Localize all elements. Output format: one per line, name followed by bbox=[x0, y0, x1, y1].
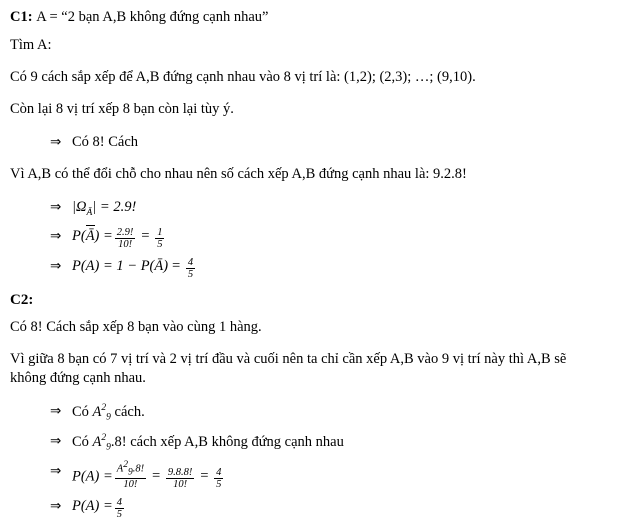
step-group-1 bbox=[10, 132, 618, 154]
fraction-1-numerator: 2.9! bbox=[116, 227, 134, 239]
c2-result-2-lhs: P(A) = bbox=[72, 498, 113, 515]
fraction-3-numerator: 4 bbox=[187, 257, 194, 269]
omega-close: | = bbox=[92, 199, 110, 216]
p-a-arg: P(Ā) bbox=[140, 258, 169, 275]
arrow-icon: ⇒ bbox=[50, 228, 62, 244]
omega-open: |Ω bbox=[72, 199, 87, 216]
c2-line-2b: không đứng cạnh nhau. bbox=[10, 370, 146, 387]
c2-fraction-3-denominator: 5 bbox=[216, 479, 222, 491]
swap-explanation-line: Vì A,B có thể đổi chỗ cho nhau nên số cách xếp A,B đứng cạnh nhau là: 9.2.8! bbox=[10, 166, 467, 183]
arrangement-subscript: 9 bbox=[127, 467, 133, 478]
arrangement-symbol: A bbox=[116, 463, 124, 475]
result-p-not-a-text bbox=[72, 226, 166, 250]
c2-step-2 bbox=[10, 431, 618, 455]
result-p-a-text bbox=[72, 256, 197, 280]
c2-fraction-2-denominator: 10! bbox=[166, 478, 195, 490]
heading-c1-label: C1: bbox=[10, 9, 33, 25]
body-line-1: Có 9 cách sắp xếp để A,B đứng cạnh nhau vào 8 vị trí là: (1,2); (2,3); …; (9,10). bbox=[10, 68, 476, 85]
fraction-2-denominator: 5 bbox=[157, 239, 163, 251]
step-have-8-factorial bbox=[10, 132, 618, 154]
result-omega-a-text bbox=[72, 197, 136, 220]
arrow-icon: ⇒ bbox=[50, 133, 62, 149]
c2-step-1-text bbox=[72, 401, 145, 425]
body-line-2: Còn lại 8 vị trí xếp 8 bạn còn lại tùy ý. bbox=[10, 100, 234, 117]
c2-fraction-3 bbox=[214, 467, 223, 490]
result-p-not-a bbox=[10, 226, 618, 250]
c2-line-2a: Vì giữa 8 bạn có 7 vị trí và 2 vị trí đầu và cuối nên ta chỉ cần xếp A,B vào 9 vị trí này thì A,B sẽ bbox=[10, 351, 567, 368]
arrow-icon: ⇒ bbox=[50, 432, 62, 448]
c2-fraction-1-numerator-rest: .8! bbox=[132, 463, 145, 475]
p-arg-overline: Ā bbox=[86, 226, 95, 248]
c2-fraction-4-denominator: 5 bbox=[116, 509, 123, 520]
arrow-icon: ⇒ bbox=[50, 462, 62, 478]
c2-fraction-4 bbox=[115, 497, 124, 520]
c2-result-1-lhs: P(A) = bbox=[72, 468, 113, 485]
c2-step-2-text bbox=[72, 431, 344, 455]
c2-result-2-text bbox=[72, 496, 126, 520]
c2-result-2 bbox=[10, 496, 618, 520]
fraction-3-denominator: 5 bbox=[187, 269, 194, 281]
equals-sign: = bbox=[199, 468, 210, 485]
c2-fraction-3-numerator: 4 bbox=[216, 467, 222, 479]
arrow-icon: ⇒ bbox=[50, 199, 62, 215]
equals-sign: = bbox=[171, 258, 181, 275]
heading-c1-text: A = “2 bạn A,B không đứng cạnh nhau” bbox=[36, 9, 269, 25]
arrangement-superscript: 2 bbox=[101, 432, 107, 443]
step-have-8-factorial-text: Có 8! Cách bbox=[72, 133, 139, 150]
arrow-icon: ⇒ bbox=[50, 402, 62, 418]
arrow-icon: ⇒ bbox=[50, 258, 62, 274]
c2-fraction-1-denominator: 10! bbox=[115, 478, 146, 490]
result-omega-a bbox=[10, 197, 618, 220]
c2-step-2-pre: Có bbox=[72, 433, 93, 450]
p-open: P( bbox=[72, 228, 86, 245]
arrangement-superscript: 2 bbox=[101, 402, 107, 413]
c2-fraction-1-numerator bbox=[115, 461, 146, 479]
equals-sign: = bbox=[151, 468, 161, 485]
c2-line-1: Có 8! Cách sắp xếp 8 bạn vào cùng 1 hàng. bbox=[10, 319, 262, 336]
arrangement-subscript: 9 bbox=[106, 442, 111, 453]
p-a-lhs: P(A) = 1 − bbox=[72, 258, 138, 275]
c2-line-2 bbox=[10, 350, 618, 388]
result-p-a bbox=[10, 256, 618, 280]
arrangement-symbol: A bbox=[92, 403, 102, 420]
c2-step-1-post: cách. bbox=[110, 403, 145, 420]
fraction-2 bbox=[155, 227, 164, 250]
arrow-icon: ⇒ bbox=[50, 498, 62, 514]
c2-step-2-post: .8! cách xếp A,B không đứng cạnh nhau bbox=[110, 433, 344, 450]
c2-fraction-2-numerator: 9.8.8! bbox=[167, 467, 193, 479]
p-close: ) = bbox=[94, 228, 113, 245]
c2-step-1 bbox=[10, 401, 618, 425]
equals-sign: = bbox=[140, 228, 151, 245]
heading-c1 bbox=[10, 8, 618, 26]
c1-results-group bbox=[10, 197, 618, 280]
c2-fraction-4-numerator: 4 bbox=[116, 497, 123, 509]
fraction-2-numerator: 1 bbox=[157, 227, 163, 239]
omega-value: 2.9! bbox=[113, 199, 137, 216]
fraction-3 bbox=[186, 257, 195, 280]
fraction-1 bbox=[115, 227, 136, 250]
c2-fraction-2 bbox=[166, 467, 195, 490]
intro-line: Tìm A: bbox=[10, 37, 52, 54]
c2-steps-group bbox=[10, 401, 618, 520]
fraction-1-denominator: 10! bbox=[115, 238, 136, 250]
arrangement-superscript: 2 bbox=[123, 459, 128, 470]
c2-step-1-pre: Có bbox=[72, 403, 93, 420]
arrangement-symbol: A bbox=[92, 433, 102, 450]
omega-subscript: Ā bbox=[86, 208, 93, 219]
arrangement-subscript: 9 bbox=[106, 412, 111, 423]
heading-c2: C2: bbox=[10, 292, 34, 309]
